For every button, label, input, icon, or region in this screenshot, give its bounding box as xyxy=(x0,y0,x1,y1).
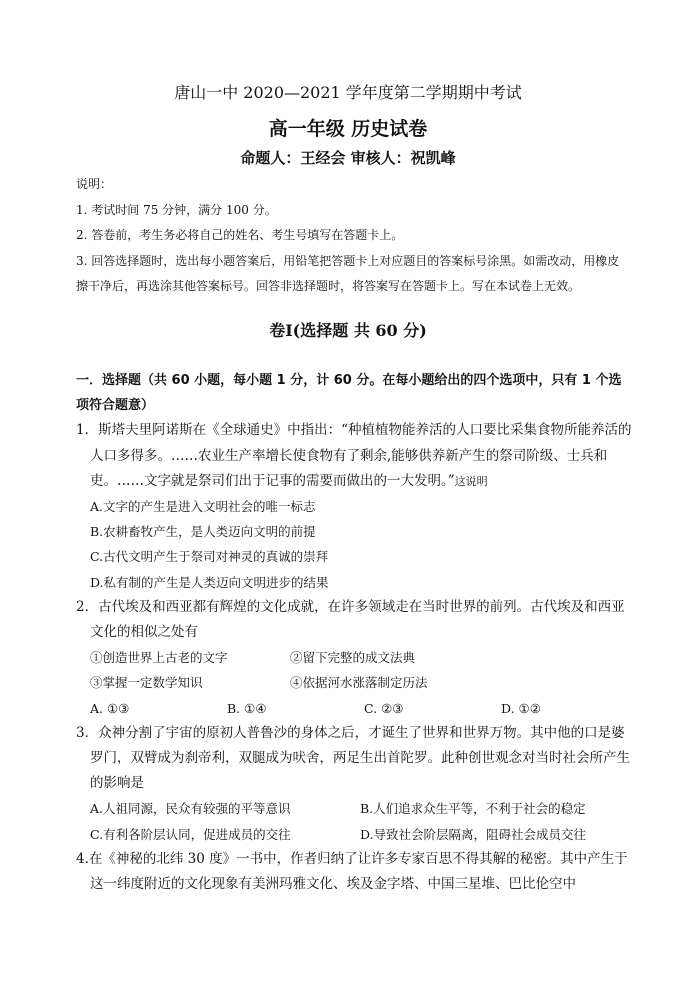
question-3-options-row xyxy=(76,796,632,821)
question-2-item: ④依据河水涨落制定历法 xyxy=(290,675,428,691)
question-2-option-b: B. ①④ xyxy=(227,700,267,716)
question-1-stem xyxy=(76,418,632,494)
question-3-option-c: C.有利各阶层认同，促进成员的交往 xyxy=(90,826,291,842)
question-3-option-d: D.导致社会阶层隔离，阻碍社会成员交往 xyxy=(360,826,587,842)
question-1-option-a: A.文字的产生是进入文明社会的唯一标志 xyxy=(90,499,316,515)
question-1-option-b: B.农耕畜牧产生，是人类迈向文明的前提 xyxy=(90,524,316,540)
question-1-text: 1．斯塔夫里阿诺斯在《全球通史》中指出：“种植植物能养活的人口要比采集食物所能养活的人口多得多。……农业生产率增长使食物有了剩余,能够供养新产生的祭司阶级、士兵和吏。……文字就是祭司们出于记事的需要而做出的一大发明。” xyxy=(76,422,632,489)
question-2-item: ①创造世界上古老的文字 xyxy=(90,650,228,666)
instruction-item: 3. 回答选择题时，选出每小题答案后，用铅笔把答题卡上对应题目的答案标号涂黑。如需改动，用橡皮擦干净后，再选涂其他答案标号。回答非选择题时，将答案写在答题卡上。写在本试卷上无效。 xyxy=(76,253,620,293)
question-3-option-b: B.人们追求众生平等，不利于社会的稳定 xyxy=(360,801,586,817)
exam-authors: 命题人：王经会 审核人：祝凯峰 xyxy=(240,149,456,167)
instructions-label: 说明： xyxy=(76,177,113,191)
question-1-tail: 这说明 xyxy=(454,474,488,488)
part-title: 卷Ⅰ(选择题 共 60 分) xyxy=(269,321,427,340)
question-2-option-a: A. ①③ xyxy=(90,700,130,716)
instruction-item: 2. 答卷前，考生务必将自己的姓名、考生号填写在答题卡上。 xyxy=(76,228,404,242)
question-2-option-c: C. ②③ xyxy=(364,700,404,716)
exam-title: 唐山一中 2020—2021 学年度第二学期期中考试 xyxy=(174,83,522,102)
question-2-items-row xyxy=(76,645,632,670)
instructions xyxy=(76,172,624,300)
question-2-item: ②留下完整的成文法典 xyxy=(290,650,416,666)
question-3-stem: 3．众神分割了宇宙的原初人普鲁沙的身体之后，才诞生了世界和世界万物。其中他的口是婆罗门，双臂成为刹帝利，双腿成为吠舍，两足生出首陀罗。此种创世观念对当时社会所产生的影响是 xyxy=(76,724,630,792)
question-3-option-a: A.人祖同源，民众有较强的平等意识 xyxy=(90,801,291,817)
section-heading: 一．选择题（共 60 小题，每小题 1 分，计 60 分。在每小题给出的四个选项中，只有 1 个选项符合题意） xyxy=(76,373,622,414)
question-2-option-d: D. ①② xyxy=(501,700,541,716)
instruction-item: 1. 考试时间 75 分钟，满分 100 分。 xyxy=(76,202,277,217)
question-2-options-row xyxy=(76,696,632,721)
question-4-stem: 4.在《神秘的北纬 30 度》一书中，作者归纳了让许多专家百思不得其解的秘密。其中产生于这一纬度附近的文化现象有美洲玛雅文化、埃及金字塔、中国三星堆、巴比伦空中 xyxy=(76,850,628,893)
question-2-item: ③掌握一定数学知识 xyxy=(90,675,203,691)
question-1-option-d: D.私有制的产生是人类迈向文明进步的结果 xyxy=(90,574,329,590)
question-2-items-row xyxy=(76,670,632,695)
question-1-option-c: C.古代文明产生于祭司对神灵的真诚的崇拜 xyxy=(90,549,329,565)
question-list xyxy=(76,368,632,897)
exam-subtitle: 高一年级 历史试卷 xyxy=(268,118,428,140)
question-3-options-row xyxy=(76,822,632,847)
question-2-stem: 2．古代埃及和西亚都有辉煌的文化成就，在许多领域走在当时世界的前列。古代埃及和西亚文化的相似之处有 xyxy=(76,598,625,641)
